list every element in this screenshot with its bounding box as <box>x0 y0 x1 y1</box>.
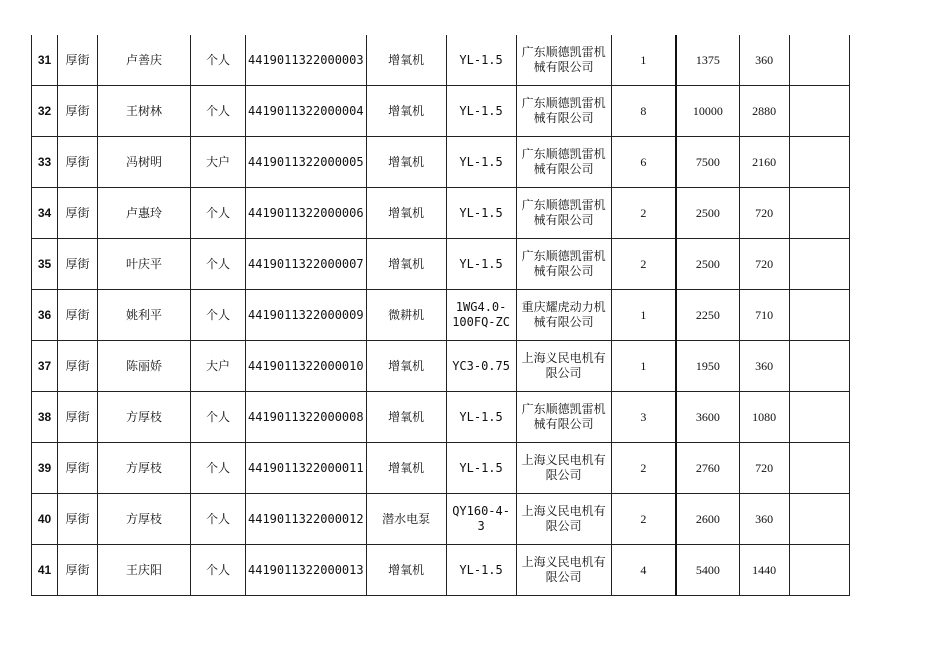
row-number: 31 <box>32 35 58 86</box>
note-cell <box>789 239 849 290</box>
buyer-type-cell: 大户 <box>191 341 246 392</box>
buyer-type-cell: 个人 <box>191 35 246 86</box>
buyer-type-cell: 大户 <box>191 137 246 188</box>
buyer-type-cell: 个人 <box>191 443 246 494</box>
quantity-cell: 8 <box>611 86 676 137</box>
code-cell: 4419011322000004 <box>246 86 367 137</box>
note-cell <box>789 443 849 494</box>
name-cell: 方厚枝 <box>98 494 191 545</box>
quantity-cell: 2 <box>611 188 676 239</box>
model-cell: YL-1.5 <box>446 392 516 443</box>
price-cell: 5400 <box>676 545 739 596</box>
price-cell: 3600 <box>676 392 739 443</box>
model-cell: YL-1.5 <box>446 137 516 188</box>
note-cell <box>789 494 849 545</box>
maker-cell: 上海义民电机有限公司 <box>516 443 611 494</box>
subsidy-cell: 2160 <box>739 137 789 188</box>
maker-cell: 广东顺德凯雷机械有限公司 <box>516 35 611 86</box>
row-number: 36 <box>32 290 58 341</box>
quantity-cell: 2 <box>611 239 676 290</box>
code-cell: 4419011322000003 <box>246 35 367 86</box>
subsidy-cell: 720 <box>739 188 789 239</box>
price-cell: 2250 <box>676 290 739 341</box>
name-cell: 陈丽娇 <box>98 341 191 392</box>
buyer-type-cell: 个人 <box>191 392 246 443</box>
quantity-cell: 2 <box>611 443 676 494</box>
model-cell: YL-1.5 <box>446 545 516 596</box>
price-cell: 2600 <box>676 494 739 545</box>
model-cell: YL-1.5 <box>446 35 516 86</box>
machine-cell: 增氧机 <box>366 443 446 494</box>
table-row <box>32 545 850 596</box>
note-cell <box>789 137 849 188</box>
name-cell: 卢惠玲 <box>98 188 191 239</box>
town-cell: 厚街 <box>58 86 98 137</box>
code-cell: 4419011322000008 <box>246 392 367 443</box>
price-cell: 1950 <box>676 341 739 392</box>
maker-cell: 广东顺德凯雷机械有限公司 <box>516 86 611 137</box>
row-number: 34 <box>32 188 58 239</box>
row-number: 32 <box>32 86 58 137</box>
quantity-cell: 2 <box>611 494 676 545</box>
table-row <box>32 188 850 239</box>
machine-cell: 潜水电泵 <box>366 494 446 545</box>
code-cell: 4419011322000006 <box>246 188 367 239</box>
code-cell: 4419011322000012 <box>246 494 367 545</box>
subsidy-cell: 720 <box>739 443 789 494</box>
subsidy-cell: 1080 <box>739 392 789 443</box>
machine-cell: 增氧机 <box>366 239 446 290</box>
row-number: 37 <box>32 341 58 392</box>
town-cell: 厚街 <box>58 290 98 341</box>
machine-cell: 增氧机 <box>366 545 446 596</box>
subsidy-cell: 2880 <box>739 86 789 137</box>
town-cell: 厚街 <box>58 443 98 494</box>
buyer-type-cell: 个人 <box>191 188 246 239</box>
model-cell: 1WG4.0-100FQ-ZC <box>446 290 516 341</box>
table-body <box>32 35 850 596</box>
town-cell: 厚街 <box>58 545 98 596</box>
maker-cell: 广东顺德凯雷机械有限公司 <box>516 239 611 290</box>
code-cell: 4419011322000013 <box>246 545 367 596</box>
price-cell: 10000 <box>676 86 739 137</box>
price-cell: 2500 <box>676 239 739 290</box>
model-cell: YL-1.5 <box>446 443 516 494</box>
buyer-type-cell: 个人 <box>191 494 246 545</box>
row-number: 38 <box>32 392 58 443</box>
model-cell: QY160-4-3 <box>446 494 516 545</box>
machine-cell: 增氧机 <box>366 137 446 188</box>
note-cell <box>789 392 849 443</box>
town-cell: 厚街 <box>58 35 98 86</box>
quantity-cell: 3 <box>611 392 676 443</box>
table-row <box>32 443 850 494</box>
quantity-cell: 1 <box>611 35 676 86</box>
buyer-type-cell: 个人 <box>191 239 246 290</box>
row-number: 40 <box>32 494 58 545</box>
machine-cell: 增氧机 <box>366 86 446 137</box>
table-row <box>32 341 850 392</box>
price-cell: 2760 <box>676 443 739 494</box>
row-number: 33 <box>32 137 58 188</box>
town-cell: 厚街 <box>58 341 98 392</box>
model-cell: YL-1.5 <box>446 188 516 239</box>
price-cell: 7500 <box>676 137 739 188</box>
table-row <box>32 392 850 443</box>
quantity-cell: 4 <box>611 545 676 596</box>
town-cell: 厚街 <box>58 239 98 290</box>
machine-cell: 增氧机 <box>366 341 446 392</box>
table-row <box>32 290 850 341</box>
note-cell <box>789 545 849 596</box>
code-cell: 4419011322000007 <box>246 239 367 290</box>
model-cell: YL-1.5 <box>446 239 516 290</box>
maker-cell: 上海义民电机有限公司 <box>516 545 611 596</box>
maker-cell: 广东顺德凯雷机械有限公司 <box>516 137 611 188</box>
subsidy-table <box>31 35 850 596</box>
price-cell: 1375 <box>676 35 739 86</box>
quantity-cell: 1 <box>611 290 676 341</box>
table-row <box>32 137 850 188</box>
subsidy-cell: 1440 <box>739 545 789 596</box>
table-row <box>32 86 850 137</box>
town-cell: 厚街 <box>58 494 98 545</box>
quantity-cell: 6 <box>611 137 676 188</box>
machine-cell: 微耕机 <box>366 290 446 341</box>
town-cell: 厚街 <box>58 392 98 443</box>
subsidy-cell: 710 <box>739 290 789 341</box>
machine-cell: 增氧机 <box>366 35 446 86</box>
name-cell: 卢善庆 <box>98 35 191 86</box>
table-row <box>32 35 850 86</box>
buyer-type-cell: 个人 <box>191 545 246 596</box>
maker-cell: 上海义民电机有限公司 <box>516 341 611 392</box>
name-cell: 冯树明 <box>98 137 191 188</box>
note-cell <box>789 341 849 392</box>
price-cell: 2500 <box>676 188 739 239</box>
note-cell <box>789 188 849 239</box>
maker-cell: 广东顺德凯雷机械有限公司 <box>516 392 611 443</box>
maker-cell: 上海义民电机有限公司 <box>516 494 611 545</box>
subsidy-cell: 360 <box>739 341 789 392</box>
note-cell <box>789 290 849 341</box>
row-number: 39 <box>32 443 58 494</box>
note-cell <box>789 35 849 86</box>
machine-cell: 增氧机 <box>366 392 446 443</box>
code-cell: 4419011322000005 <box>246 137 367 188</box>
subsidy-cell: 720 <box>739 239 789 290</box>
quantity-cell: 1 <box>611 341 676 392</box>
name-cell: 王庆阳 <box>98 545 191 596</box>
subsidy-cell: 360 <box>739 35 789 86</box>
model-cell: YL-1.5 <box>446 86 516 137</box>
code-cell: 4419011322000009 <box>246 290 367 341</box>
buyer-type-cell: 个人 <box>191 290 246 341</box>
subsidy-cell: 360 <box>739 494 789 545</box>
table-row <box>32 239 850 290</box>
name-cell: 叶庆平 <box>98 239 191 290</box>
maker-cell: 重庆耀虎动力机械有限公司 <box>516 290 611 341</box>
machine-cell: 增氧机 <box>366 188 446 239</box>
name-cell: 王树林 <box>98 86 191 137</box>
name-cell: 方厚枝 <box>98 392 191 443</box>
code-cell: 4419011322000010 <box>246 341 367 392</box>
buyer-type-cell: 个人 <box>191 86 246 137</box>
maker-cell: 广东顺德凯雷机械有限公司 <box>516 188 611 239</box>
town-cell: 厚街 <box>58 188 98 239</box>
town-cell: 厚街 <box>58 137 98 188</box>
name-cell: 姚利平 <box>98 290 191 341</box>
note-cell <box>789 86 849 137</box>
model-cell: YC3-0.75 <box>446 341 516 392</box>
code-cell: 4419011322000011 <box>246 443 367 494</box>
name-cell: 方厚枝 <box>98 443 191 494</box>
row-number: 41 <box>32 545 58 596</box>
table-row <box>32 494 850 545</box>
row-number: 35 <box>32 239 58 290</box>
